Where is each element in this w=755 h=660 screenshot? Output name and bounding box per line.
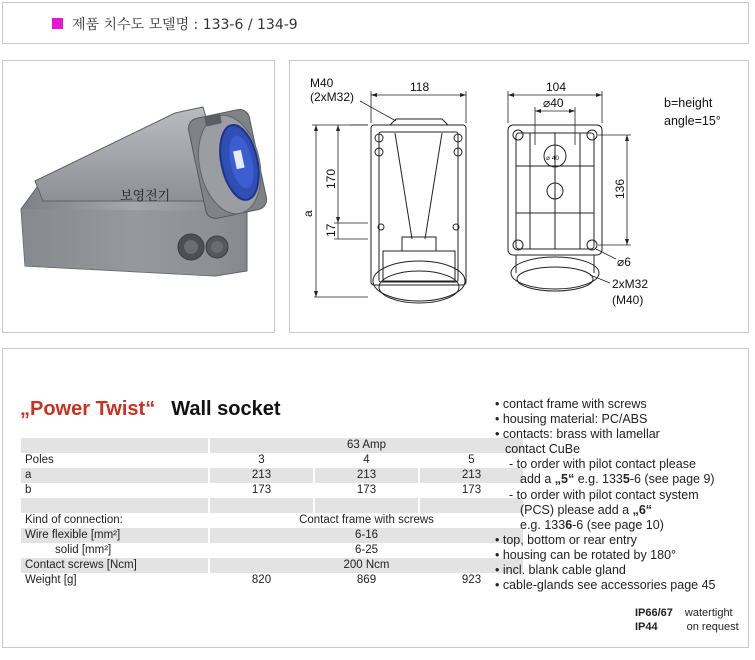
row-label: Contact screws [Ncm]: [21, 558, 208, 573]
table-cell: 213: [418, 468, 523, 483]
feature-subitem: - to order with pilot contact please: [509, 457, 696, 472]
table-row: [21, 498, 523, 513]
table-row: [21, 573, 523, 588]
row-label: b: [21, 483, 208, 498]
table-cell: 213: [313, 468, 418, 483]
right-width-label: 104: [546, 80, 567, 94]
table-cell: Contact frame with screws: [208, 513, 523, 528]
table-row: [21, 483, 523, 498]
row-label: a: [21, 468, 208, 483]
row-label: solid [mm²]: [21, 543, 208, 558]
table-cell: 213: [208, 468, 313, 483]
spec-table: [21, 438, 523, 588]
table-row: [21, 558, 523, 573]
table-cell: 820: [208, 573, 313, 588]
row-label: Wire flexible [mm²]: [21, 528, 208, 543]
table-cell: 200 Ncm: [208, 558, 523, 573]
row-label: Weight [g]: [21, 573, 208, 588]
feature-item: contact CuBe: [505, 442, 581, 457]
right-hole-label: ⌀6: [617, 255, 631, 269]
left-a-label: a: [301, 210, 315, 217]
table-row: [21, 528, 523, 543]
table-cell: 173: [418, 483, 523, 498]
technical-drawing: [290, 61, 748, 332]
feature-item: • housing can be rotated by 180°: [495, 547, 677, 562]
table-cell: 3: [208, 453, 313, 468]
right-diameter-label: ⌀40: [543, 96, 564, 110]
table-row: [21, 438, 523, 453]
right-height-label: 136: [613, 178, 627, 199]
ip-rating-1: IP66/67 watertight: [635, 607, 733, 619]
spec-section: [2, 348, 749, 648]
row-label: Kind of connection:: [21, 513, 208, 528]
feature-item: • contact frame with screws: [495, 397, 647, 411]
dimension-drawing: [289, 60, 749, 333]
table-cell: 4: [313, 453, 418, 468]
feature-item: • contacts: brass with lamellar: [495, 427, 660, 442]
photo-watermark: 보영전기: [120, 189, 171, 204]
table-cell: 173: [208, 483, 313, 498]
feature-subitem: e.g. 1336-6 (see page 10): [520, 517, 664, 532]
table-cell: 6-25: [208, 543, 523, 558]
right-cable-label-1: 2xM32: [612, 277, 649, 291]
header-title: 제품 치수도 모델명 : 133-6 / 134-9: [72, 17, 298, 33]
header-marker-icon: [52, 18, 63, 29]
left-offset-label: 17: [324, 223, 338, 237]
left-height-label: 170: [324, 168, 338, 189]
left-cable-label-1: M40: [310, 76, 334, 90]
table-cell: 6-16: [208, 528, 523, 543]
right-cable-label-2: (M40): [612, 293, 644, 307]
table-row: [21, 513, 523, 528]
feature-subitem: add a „5“ e.g. 1335-6 (see page 9): [520, 472, 715, 487]
feature-subitem: - to order with pilot contact system: [509, 487, 699, 502]
product-name: „Power Twist“: [20, 398, 156, 420]
table-cell: 173: [313, 483, 418, 498]
ip-rating-2: IP44 on request: [635, 621, 739, 633]
feature-list: [495, 397, 715, 593]
left-width-label: 118: [410, 80, 430, 94]
table-cell: 923: [418, 573, 523, 588]
table-row: [21, 453, 523, 468]
right-inner-label: ⌀ 40: [546, 155, 559, 162]
left-cable-label-2: (2xM32): [310, 90, 355, 104]
table-row: [21, 468, 523, 483]
feature-item: • housing material: PC/ABS: [495, 412, 648, 427]
feature-item: • incl. blank cable gland: [495, 563, 626, 578]
feature-item: • cable-glands see accessories page 45: [495, 578, 716, 593]
note-angle: angle=15°: [664, 114, 721, 128]
feature-item: • top, bottom or rear entry: [495, 532, 637, 547]
table-cell: 5: [418, 453, 523, 468]
product-title: [20, 398, 281, 421]
feature-subitem: (PCS) please add a „6“: [520, 502, 653, 517]
note-height: b=height: [664, 96, 713, 110]
product-photo: [2, 60, 275, 333]
table-row: [21, 543, 523, 558]
product-type: Wall socket: [171, 398, 281, 420]
header-box: [2, 2, 749, 44]
row-label: Poles: [21, 453, 208, 468]
table-cell: 869: [313, 573, 418, 588]
amp-cell: 63 Amp: [208, 438, 523, 453]
